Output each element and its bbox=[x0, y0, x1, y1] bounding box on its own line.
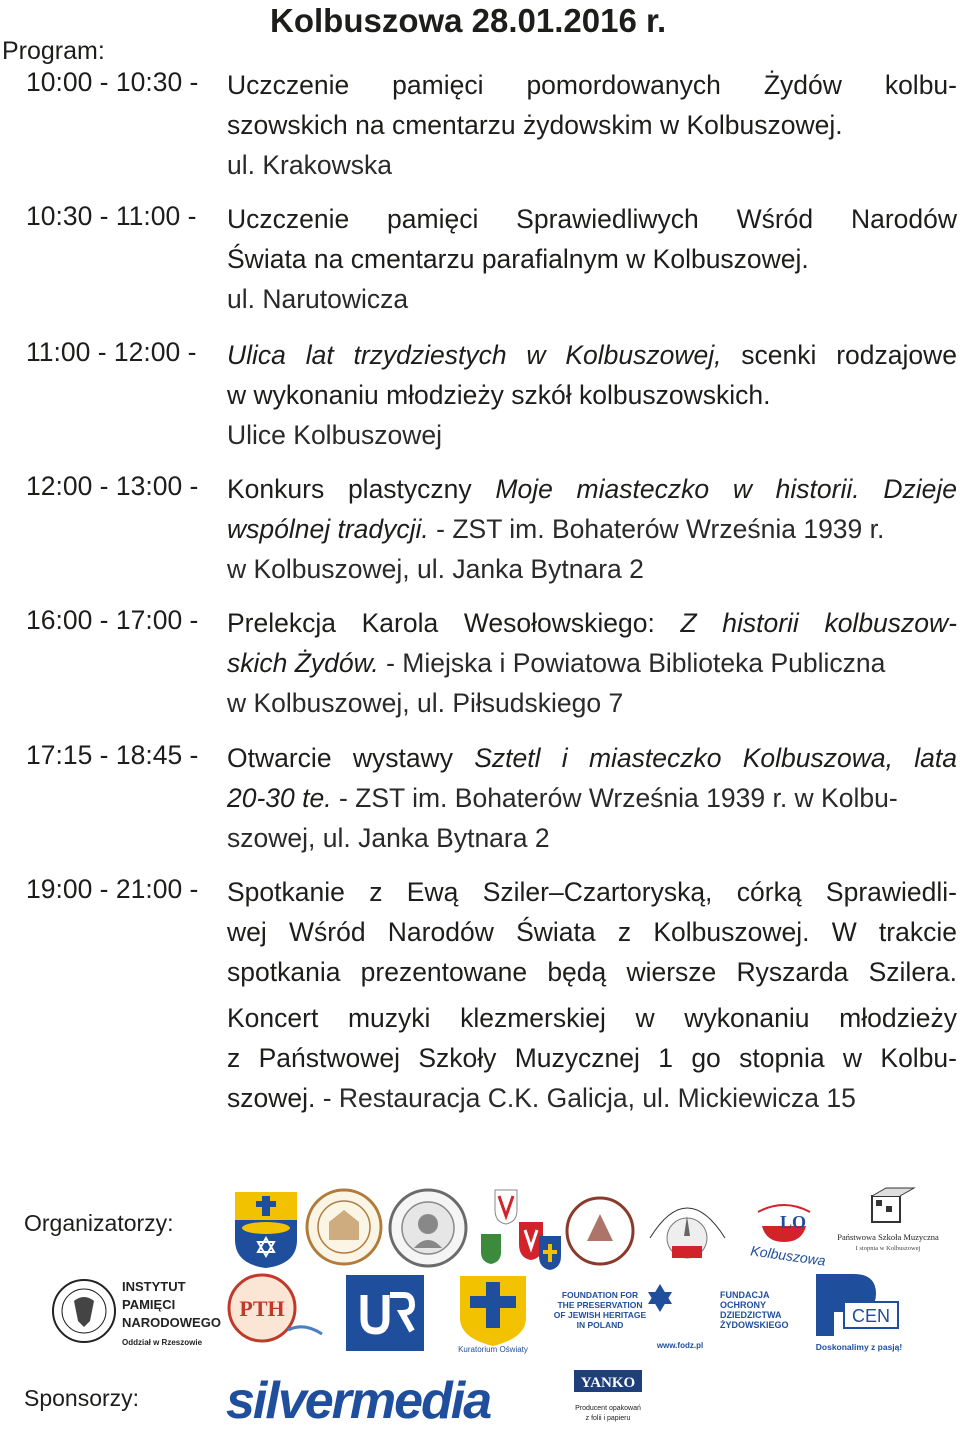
yanko-line2: Producent opakowań bbox=[575, 1405, 641, 1412]
event-description bbox=[227, 872, 957, 1118]
event-line bbox=[227, 469, 957, 509]
fpjh-line4: IN POLAND bbox=[576, 1320, 624, 1330]
event-line bbox=[227, 509, 957, 549]
event-time: 11:00 - 12:00 - bbox=[26, 337, 197, 367]
event-line: Spotkanie z Ewą Sziler–Czartoryską, córką Sprawiedli- bbox=[227, 877, 957, 907]
event-line: Uczczenie pamięci pomordowanych Żydów kolbu- bbox=[227, 70, 957, 100]
round-seal-logo bbox=[305, 1188, 383, 1266]
event-title-italic: 20-30 te. bbox=[227, 783, 332, 813]
zst-school-logo bbox=[565, 1196, 635, 1266]
event-line: Uczczenie pamięci Sprawiedliwych Wśród Narodów bbox=[227, 204, 957, 234]
music-school-name: Państwowa Szkoła Muzyczna bbox=[837, 1232, 939, 1242]
program-label: Program: bbox=[2, 37, 105, 65]
organizers-label: Organizatorzy: bbox=[24, 1210, 174, 1236]
event-text: Prelekcja Karola Wesołowskiego: bbox=[227, 608, 681, 638]
lo-kolbuszowa-logo bbox=[744, 1198, 827, 1269]
event-line: Koncert muzyki klezmerskiej w wykonaniu młodzieży bbox=[227, 1003, 957, 1033]
event-title-italic: Z historii kolbuszow- bbox=[680, 608, 957, 638]
event-line: spotkania prezentowane będą wiersze Ryszarda Szilera. bbox=[227, 957, 957, 987]
event-title-italic: skich Żydów. bbox=[227, 648, 379, 678]
fpjh-line2: THE PRESERVATION bbox=[557, 1300, 643, 1310]
event-description bbox=[227, 199, 957, 319]
event-location: - Miejska i Powiatowa Biblioteka Publiczna bbox=[378, 648, 886, 678]
event-location: - ZST im. Bohaterów Września 1939 r. bbox=[428, 514, 885, 544]
event-text: scenki rodzajowe bbox=[721, 340, 957, 370]
event-line: wej Wśród Narodów Świata z Kolbuszowej. W trakcie bbox=[227, 917, 957, 947]
svg-text:CEN: CEN bbox=[851, 1306, 891, 1326]
event-line: w wykonaniu młodzieży szkół kolbuszowskich. bbox=[227, 380, 771, 410]
fpjh-line1: FOUNDATION FOR bbox=[561, 1290, 639, 1300]
yanko-logo bbox=[572, 1368, 644, 1430]
fodz-line2: OCHRONY bbox=[720, 1300, 767, 1310]
kuratorium-logo bbox=[456, 1274, 530, 1354]
event-line bbox=[227, 738, 957, 778]
ptth-logo bbox=[226, 1272, 326, 1346]
event-description bbox=[227, 335, 957, 455]
event-line bbox=[227, 643, 957, 683]
event-location: ul. Narutowicza bbox=[227, 284, 409, 314]
event-location: ul. Krakowska bbox=[227, 150, 392, 180]
ipn-line3: NARODOWEGO bbox=[122, 1315, 221, 1330]
event-line bbox=[227, 1078, 957, 1118]
music-school-subtitle: I stopnia w Kolbuszowej bbox=[855, 1245, 921, 1252]
event-description bbox=[227, 65, 957, 185]
ipn-logo bbox=[50, 1275, 221, 1355]
event-title-italic: Sztetl i miasteczko Kolbuszowa, lata bbox=[474, 743, 958, 773]
ipn-line4: Oddział w Rzeszowie bbox=[122, 1338, 203, 1347]
lo-logo-text: Kolbuszowa bbox=[749, 1242, 827, 1269]
fodz-line4: ŻYDOWSKIEGO bbox=[720, 1320, 789, 1330]
county-coats-of-arms-logo bbox=[475, 1186, 565, 1272]
fodz-line1: FUNDACJA bbox=[720, 1290, 770, 1300]
ipn-line2: PAMIĘCI bbox=[122, 1297, 176, 1312]
event-title-italic: Ulica lat trzydziestych w Kolbuszowej, bbox=[227, 340, 722, 370]
event-line: Świata na cmentarzu parafialnym w Kolbuszowej. bbox=[227, 244, 809, 274]
event-title-italic: Moje miasteczko w historii. Dzieje bbox=[495, 474, 957, 504]
event-text: szowej. bbox=[227, 1083, 316, 1113]
event-description bbox=[227, 738, 957, 858]
pcen-slogan: Doskonalimy z pasją! bbox=[815, 1342, 903, 1352]
event-time: 12:00 - 13:00 - bbox=[26, 471, 199, 501]
event-line: z Państwowej Szkoły Muzycznej 1 go stopnia w Kolbu- bbox=[227, 1043, 957, 1073]
event-description bbox=[227, 469, 957, 589]
event-title-italic: wspólnej tradycji. bbox=[227, 514, 429, 544]
sponsors-label: Sponsorzy: bbox=[24, 1385, 140, 1411]
event-location: szowej, ul. Janka Bytnara 2 bbox=[227, 823, 550, 853]
fodz-logo bbox=[712, 1278, 812, 1350]
svg-text:LO: LO bbox=[780, 1212, 807, 1232]
silvermedia-logo bbox=[226, 1370, 556, 1428]
event-description bbox=[227, 603, 957, 723]
event-location: w Kolbuszowej, ul. Janka Bytnara 2 bbox=[227, 554, 644, 584]
event-text: Otwarcie wystawy bbox=[227, 743, 475, 773]
yanko-line3: z folii i papieru bbox=[585, 1415, 631, 1422]
event-location: Ulice Kolbuszowej bbox=[227, 420, 443, 450]
event-location: - Restauracja C.K. Galicja, ul. Mickiewicza 15 bbox=[315, 1083, 856, 1113]
pcen-logo bbox=[814, 1272, 904, 1354]
event-text: Konkurs plastyczny bbox=[227, 474, 496, 504]
event-time: 16:00 - 17:00 - bbox=[26, 605, 199, 635]
ur-university-logo bbox=[346, 1275, 424, 1351]
kuratorium-name: Kuratorium Oświaty bbox=[458, 1345, 528, 1354]
kolbuszowa-coat-of-arms-logo bbox=[233, 1190, 299, 1270]
fpjh-line3: OF JEWISH HERITAGE bbox=[553, 1310, 647, 1320]
event-location: w Kolbuszowej, ul. Piłsudskiego 7 bbox=[227, 688, 624, 718]
event-time: 19:00 - 21:00 - bbox=[26, 874, 199, 904]
document-title: Kolbuszowa 28.01.2016 r. bbox=[270, 2, 667, 39]
fodz-line3: DZIEDZICTWA bbox=[720, 1310, 782, 1320]
yanko-name: YANKO bbox=[580, 1375, 636, 1391]
silvermedia-wordmark: silvermedia bbox=[226, 1372, 491, 1430]
event-time: 10:30 - 11:00 - bbox=[26, 201, 197, 231]
fpjh-url: www.fodz.pl bbox=[656, 1341, 704, 1350]
event-time: 10:00 - 10:30 - bbox=[26, 67, 199, 97]
event-line bbox=[227, 603, 957, 643]
event-line bbox=[227, 335, 957, 375]
event-location: - ZST im. Bohaterów Września 1939 r. w Kolbu- bbox=[331, 783, 898, 813]
event-time: 17:15 - 18:45 - bbox=[26, 740, 199, 770]
music-school-logo bbox=[828, 1188, 948, 1258]
fpjh-logo bbox=[552, 1274, 712, 1354]
school-seal-logo bbox=[388, 1188, 468, 1268]
svg-text:PTH: PTH bbox=[239, 1296, 285, 1321]
gimnazjum-logo bbox=[640, 1188, 735, 1270]
event-line bbox=[227, 778, 957, 818]
ipn-line1: INSTYTUT bbox=[122, 1279, 186, 1294]
event-line: szowskich na cmentarzu żydowskim w Kolbuszowej. bbox=[227, 110, 843, 140]
